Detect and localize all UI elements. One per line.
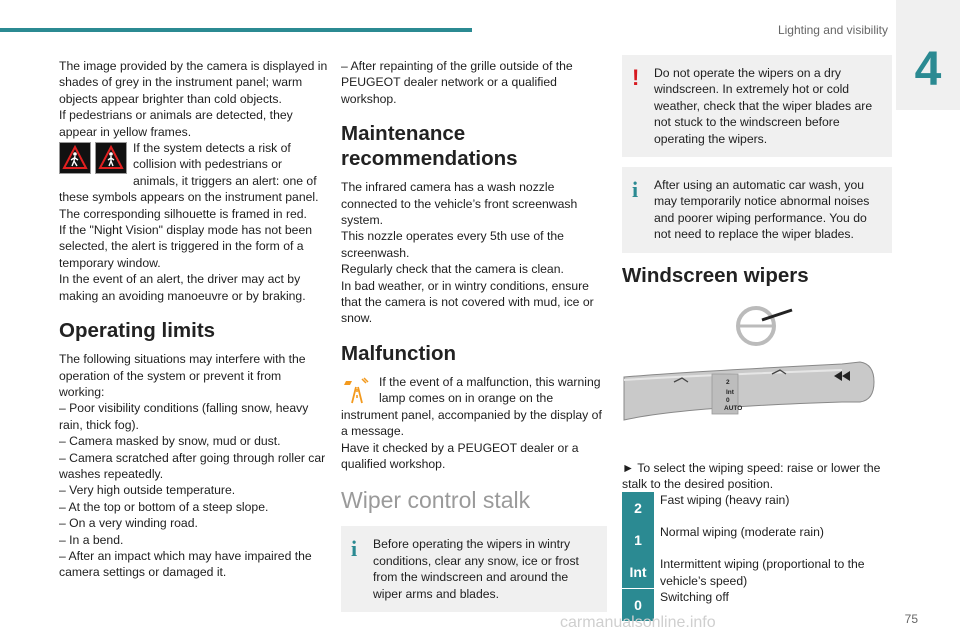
instruction: ► To select the wiping speed: raise or lower the stalk to the desired position. [622, 460, 881, 492]
malfunction-paragraph [341, 374, 607, 440]
speed-badge: 0 [622, 589, 654, 621]
info-icon: i [632, 177, 639, 203]
column-3 [622, 55, 892, 621]
paragraph: If pedestrians or animals are detected, they appear in yellow frames. [59, 108, 293, 139]
alert-paragraph [59, 140, 329, 222]
list-item: – At the top or bottom of a steep slope. [59, 499, 269, 514]
paragraph: If the event of a malfunction, this warning lamp comes on in orange on the instrument panel, accompanied by the display of a message. [341, 374, 602, 439]
speed-description: Normal wiping (moderate rain) [660, 525, 824, 540]
speed-badge: Int [622, 556, 654, 588]
speed-description: Intermittent wiping (proportional to the vehicle’s speed) [660, 557, 865, 588]
page-number: 75 [904, 612, 918, 626]
heading-windscreen-wipers: Windscreen wipers [622, 263, 809, 287]
note-text: Do not operate the wipers on a dry windscreen. In extremely hot or cold weather, check that the wiper blades are not stuck to the windscreen before operating the wipers. [654, 66, 873, 146]
pedestrian-warning-icon [59, 142, 91, 174]
paragraph: Have it checked by a PEUGEOT dealer or a qualified workshop. [341, 440, 579, 471]
paragraph: In the event of an alert, the driver may act by making an avoiding manoeuvre or by braking. [59, 272, 306, 303]
list-item: – Camera masked by snow, mud or dust. [59, 434, 281, 449]
info-note [622, 167, 892, 253]
paragraph: If the "Night Vision" display mode has not been selected, the alert is triggered in the form of a temporary window. [59, 223, 313, 270]
chapter-tab [896, 0, 960, 110]
speed-row-normal [622, 524, 892, 556]
heading-wiper-control-stalk: Wiper control stalk [341, 487, 531, 514]
chapter-number: 4 [914, 43, 942, 96]
paragraph: This nozzle operates every 5th use of the screenwash. [341, 229, 564, 260]
exclamation-icon: ! [632, 65, 640, 90]
speed-badge: 1 [622, 524, 654, 556]
paragraph: The image provided by the camera is displayed in shades of grey in the instrument panel; warm objects appear brighter than cold objects. [59, 59, 328, 106]
stalk-body [624, 362, 874, 420]
heading-maintenance: Maintenance recommendations [341, 122, 518, 171]
list-item: – Very high outside temperature. [59, 483, 236, 498]
svg-text:2: 2 [726, 378, 730, 386]
svg-text:Int: Int [726, 388, 734, 396]
heading-malfunction: Malfunction [341, 341, 457, 365]
speed-badge: 2 [622, 492, 654, 524]
speed-description: Switching off [660, 590, 729, 605]
column-1 [59, 58, 329, 581]
paragraph: In bad weather, or in wintry conditions, ensure that the camera is not covered with mud, ice or snow. [341, 278, 594, 326]
info-note [341, 526, 607, 612]
note-text: After using an automatic car wash, you may temporarily notice abnormal noises and poorer wiping performance. You do not need to replace the wiper blades. [654, 178, 870, 242]
warning-note [622, 55, 892, 157]
watermark: carmanualsonline.info [560, 614, 716, 631]
paragraph: Regularly check that the camera is clean. [341, 262, 564, 277]
info-icon: i [351, 536, 358, 562]
section-title: Lighting and visibility [777, 23, 888, 37]
speed-row-fast [622, 492, 892, 524]
steering-wheel-icon [738, 308, 792, 344]
heading-operating-limits: Operating limits [59, 319, 216, 343]
animal-warning-icon [95, 142, 127, 174]
note-text: Before operating the wipers in wintry conditions, clear any snow, ice or frost from the windscreen and around the wiper arms and blades. [373, 537, 579, 601]
svg-text:0: 0 [726, 396, 730, 404]
list-item: – Camera scratched after going through roller car washes repeatedly. [59, 450, 326, 481]
svg-text:AUTO: AUTO [724, 404, 743, 412]
column-2 [341, 58, 607, 622]
night-vision-warning-icon [341, 374, 373, 406]
paragraph: The infrared camera has a wash nozzle connected to the vehicle’s front screenwash system. [341, 180, 578, 228]
speed-description: Fast wiping (heavy rain) [660, 493, 790, 508]
wiper-stalk-illustration [622, 302, 892, 452]
list-item: – Poor visibility conditions (falling snow, heavy rain, thick fog). [59, 401, 309, 432]
paragraph: – After repainting of the grille outside of the PEUGEOT dealer network or a qualified workshop. [341, 59, 573, 106]
list-item: – On a very winding road. [59, 516, 198, 531]
paragraph: If the system detects a risk of collision with pedestrians or animals, it triggers an alert: one of these symbols appears on the instrument panel. The corresponding silhouette is framed in red. [59, 141, 319, 221]
paragraph: The following situations may interfere with the operation of the system or prevent it from working: [59, 352, 306, 399]
header-accent-bar [0, 28, 472, 32]
list-item: – In a bend. [59, 532, 124, 547]
speed-row-intermittent [622, 556, 892, 589]
list-item: – After an impact which may have impaired the camera settings or damaged it. [59, 548, 312, 580]
alert-symbols [59, 142, 127, 174]
